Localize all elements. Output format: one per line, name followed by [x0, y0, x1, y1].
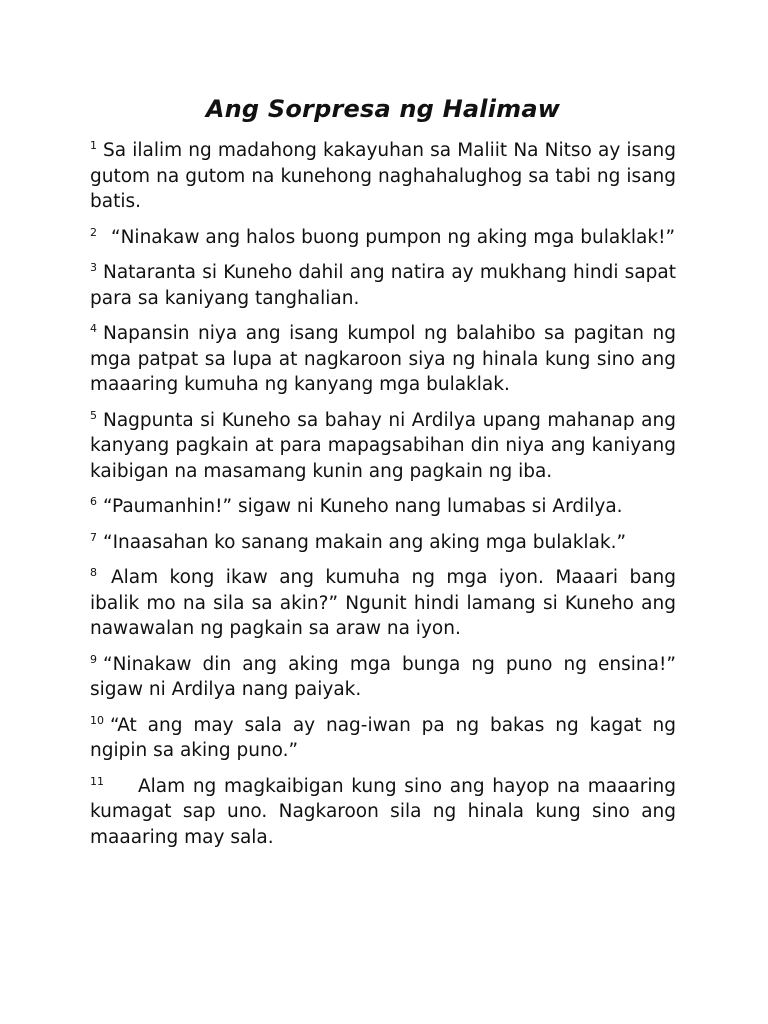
paragraph-text: “Ninakaw din ang aking mga bunga ng puno ng ensina!” sigaw ni Ardilya nang paiyak. [90, 653, 676, 700]
paragraph-text: “At ang may sala ay nag-iwan pa ng bakas ng kagat ng ngipin sa aking puno.” [90, 714, 676, 761]
paragraph-10 [90, 713, 676, 764]
paragraph-number: 7 [90, 530, 97, 544]
paragraph-number: 3 [90, 261, 97, 274]
paragraph-number: 4 [90, 322, 97, 335]
paragraph-9 [90, 652, 676, 703]
paragraph-text: Alam ng magkaibigan kung sino ang hayop na maaaring kumagat sap uno. Nagkaroon sila ng hinala kung sino ang maaaring may sala. [90, 775, 676, 848]
paragraph-8 [90, 565, 676, 642]
paragraph-number: 2 [90, 225, 97, 239]
paragraph-6 [90, 494, 676, 520]
paragraph-text: “Inaasahan ko sanang makain ang aking mga bulaklak.” [103, 531, 627, 553]
paragraph-number: 11 [90, 774, 104, 788]
paragraph-4 [90, 321, 676, 398]
paragraph-1 [90, 138, 676, 215]
paragraph-11 [90, 774, 676, 851]
paragraph-5 [90, 408, 676, 485]
paragraph-number: 1 [90, 139, 97, 152]
paragraph-number: 9 [90, 652, 97, 666]
paragraph-7 [90, 530, 676, 556]
paragraph-text: Nagpunta si Kuneho sa bahay ni Ardilya upang mahanap ang kanyang pagkain at para mapagsabihan din niya ang kaniyang kaibigan na masamang kunin ang pagkain ng iba. [90, 409, 676, 482]
paragraph-text: “Ninakaw ang halos buong pumpon ng aking mga bulaklak!” [111, 226, 676, 248]
paragraph-text: “Paumanhin!” sigaw ni Kuneho nang lumabas si Ardilya. [103, 496, 623, 517]
paragraph-number: 6 [90, 495, 97, 508]
paragraph-text: Napansin niya ang isang kumpol ng balahibo sa pagitan ng mga patpat sa lupa at nagkaroon siya ng hinala kung sino ang maaaring kumuha ng kanyang mga bulaklak. [90, 323, 676, 395]
paragraph-text: Nataranta si Kuneho dahil ang natira ay mukhang hindi sapat para sa kaniyang tanghalian. [90, 262, 676, 309]
document-page [90, 92, 676, 860]
document-title: Ang Sorpresa ng Halimaw [205, 95, 561, 123]
paragraph-number: 8 [90, 566, 97, 579]
paragraph-2 [90, 225, 676, 251]
paragraph-3 [90, 260, 676, 311]
paragraph-text: Alam kong ikaw ang kumuha ng mga iyon. Maaari bang ibalik mo na sila sa akin?” Ngunit hindi lamang si Kuneho ang nawawalan ng pagkain sa araw na iyon. [90, 567, 676, 639]
paragraph-number: 10 [90, 713, 104, 727]
paragraph-text: Sa ilalim ng madahong kakayuhan sa Maliit Na Nitso ay isang gutom na gutom na kunehong naghahalughog sa tabi ng isang batis. [90, 140, 676, 212]
paragraph-number: 5 [90, 408, 97, 422]
